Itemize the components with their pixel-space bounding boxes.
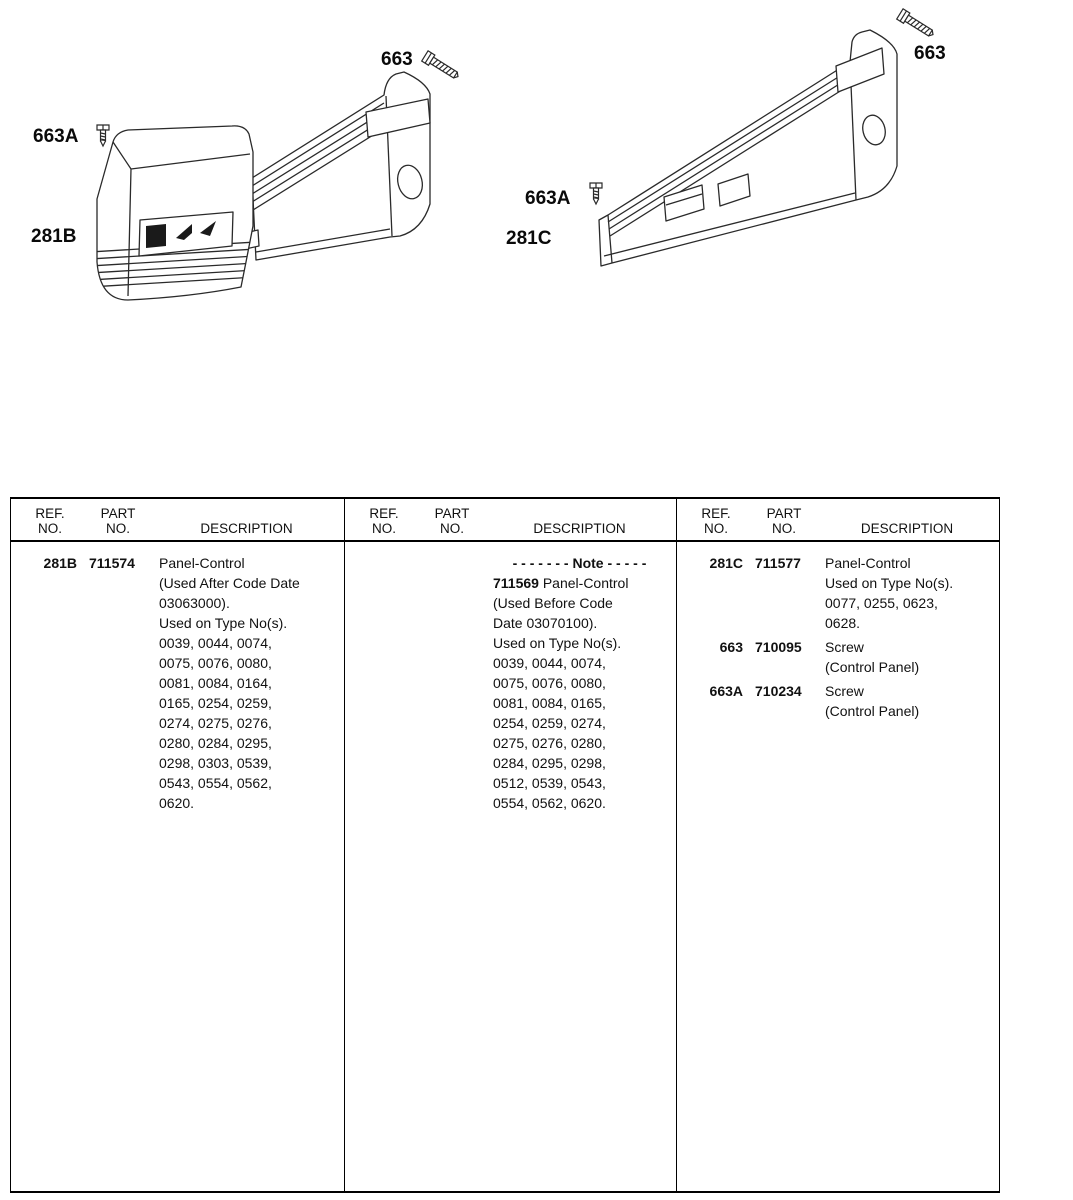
text-line: Used on Type No(s). [493, 635, 622, 651]
table-header-col-1 [11, 499, 344, 540]
part-description [493, 553, 666, 813]
part-no-header: PART NO. [766, 506, 802, 536]
callout-281b: 281B [31, 226, 77, 247]
note-word: Note [572, 555, 604, 571]
table-row [689, 553, 989, 633]
text-line: (Used After Code Date [159, 575, 300, 591]
text-line: 0274, 0275, 0276, [159, 715, 272, 731]
table-column-3 [676, 542, 999, 1191]
part-no-inline: 711569 [493, 575, 539, 591]
text-line: 0254, 0259, 0274, [493, 715, 606, 731]
text-line: Panel-Control [825, 555, 911, 571]
table-body [11, 542, 999, 1191]
text-line: Screw [825, 683, 864, 699]
text-line: 0284, 0295, 0298, [493, 755, 606, 771]
ref-no-header: REF. NO. [35, 506, 65, 536]
table-row [689, 681, 989, 721]
part-no-header: PART NO. [434, 506, 470, 536]
table-row [23, 553, 334, 813]
text-line: 0620. [159, 795, 195, 811]
table-header-col-2 [344, 499, 676, 540]
description-header: DESCRIPTION [860, 521, 954, 536]
part-no: 710095 [755, 639, 802, 655]
text-line: 0554, 0562, 0620. [493, 795, 606, 811]
note-heading [493, 553, 666, 573]
part-description [825, 637, 989, 677]
part-description [159, 553, 334, 813]
ref-no: 281B [43, 555, 77, 571]
part-no: 711577 [755, 555, 801, 571]
callout-663-right: 663 [914, 43, 946, 64]
text-line: 0543, 0554, 0562, [159, 775, 272, 791]
part-inline-description: Panel-Control [542, 575, 629, 591]
text-line: 03063000). [159, 595, 230, 611]
table-row [689, 637, 989, 677]
callout-281c: 281C [506, 228, 552, 249]
part-no [423, 553, 481, 813]
ref-no [357, 553, 411, 813]
text-line: 0280, 0284, 0295, [159, 735, 272, 751]
bolt-663-left-icon [422, 51, 461, 82]
ref-no-header: REF. NO. [369, 506, 399, 536]
callout-663-left: 663 [381, 49, 413, 70]
part-no: 711574 [89, 555, 135, 571]
table-row [357, 553, 666, 813]
text-line: Used on Type No(s). [159, 615, 288, 631]
part-inline-line [493, 573, 666, 593]
text-line: 0081, 0084, 0164, [159, 675, 272, 691]
text-line: 0628. [825, 615, 861, 631]
table-header [11, 499, 999, 542]
note-dashes-right: - - - - - [607, 555, 647, 571]
text-line: 0039, 0044, 0074, [159, 635, 272, 651]
text-line: 0298, 0303, 0539, [159, 755, 272, 771]
screw-663a-right-icon [590, 183, 602, 204]
description-header: DESCRIPTION [533, 521, 626, 536]
panel-281b-illustration [90, 72, 430, 300]
panel-281c-illustration [599, 30, 897, 266]
ref-no: 663 [719, 639, 743, 655]
table-column-1 [11, 542, 344, 1191]
screw-663a-left-icon [97, 125, 109, 146]
part-no-header: PART NO. [100, 506, 136, 536]
text-line: 0512, 0539, 0543, [493, 775, 606, 791]
note-dashes-left: - - - - - - - [512, 555, 569, 571]
text-line: Date 03070100). [493, 615, 598, 631]
bolt-663-right-icon [897, 9, 936, 40]
text-line: 0075, 0076, 0080, [159, 655, 272, 671]
text-line: (Control Panel) [825, 703, 920, 719]
parts-diagram [0, 0, 1073, 497]
text-line: 0165, 0254, 0259, [159, 695, 272, 711]
part-description [825, 681, 989, 721]
ref-no: 281C [709, 555, 743, 571]
part-description [825, 553, 989, 633]
text-line: (Used Before Code [493, 595, 613, 611]
parts-table [10, 497, 1000, 1193]
text-line: 0075, 0076, 0080, [493, 675, 606, 691]
table-header-col-3 [676, 499, 999, 540]
text-line: Panel-Control [159, 555, 245, 571]
ref-no: 663A [709, 683, 743, 699]
text-line: 0275, 0276, 0280, [493, 735, 606, 751]
text-line: Screw [825, 639, 864, 655]
callout-663a-left: 663A [33, 126, 79, 147]
description-lines [493, 593, 666, 813]
text-line: 0077, 0255, 0623, [825, 595, 938, 611]
ref-no-header: REF. NO. [701, 506, 731, 536]
text-line: (Control Panel) [825, 659, 920, 675]
callout-663a-right: 663A [525, 188, 571, 209]
table-column-2 [344, 542, 676, 1191]
text-line: Used on Type No(s). [825, 575, 954, 591]
description-header: DESCRIPTION [200, 521, 293, 536]
text-line: 0081, 0084, 0165, [493, 695, 606, 711]
text-line: 0039, 0044, 0074, [493, 655, 606, 671]
part-no: 710234 [755, 683, 802, 699]
